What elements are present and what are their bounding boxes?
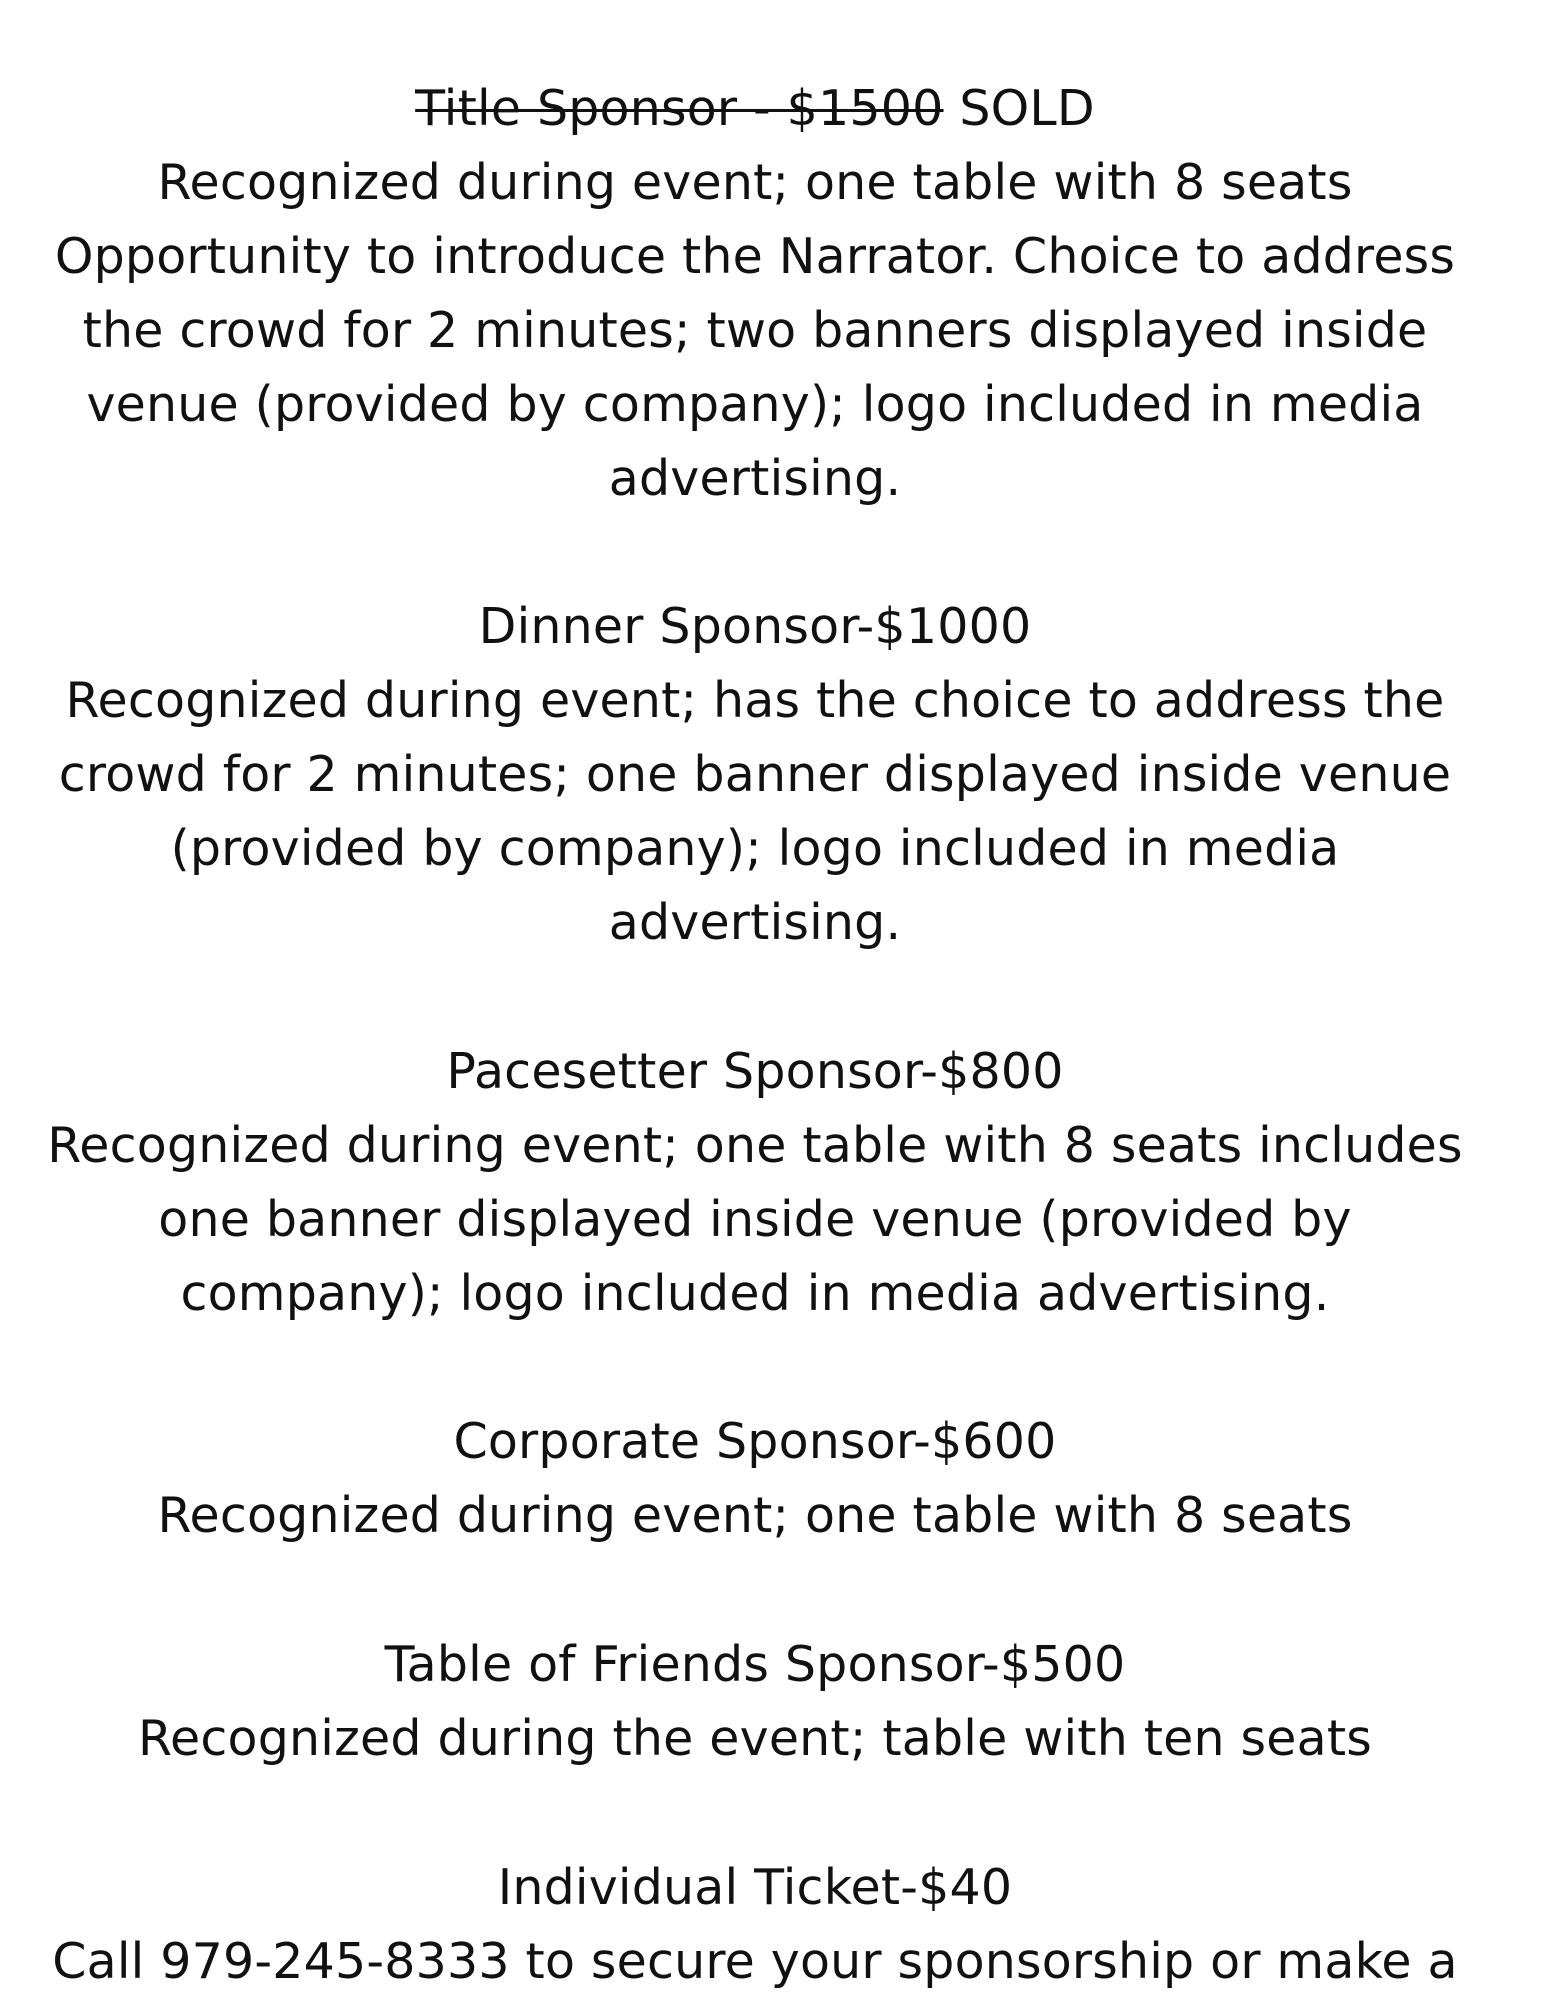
- tier-heading: Pacesetter Sponsor-$800: [446, 1043, 1064, 1100]
- tier-description-line: one banner displayed inside venue (provided by: [158, 1191, 1352, 1248]
- struck-price-heading: Title Sponsor - $1500: [415, 80, 944, 137]
- tier-table-of-friends-sponsor: [0, 1628, 1510, 1776]
- tier-description-line: Recognized during the event; table with ten seats: [138, 1710, 1372, 1767]
- tier-description-line: venue (provided by company); logo included in media: [86, 376, 1424, 433]
- tier-description-line: Recognized during event; has the choice to address the: [65, 672, 1445, 729]
- tier-heading: [0, 72, 1510, 146]
- tier-pacesetter-sponsor: [0, 1035, 1510, 1331]
- tier-description-line: company); logo included in media advertising.: [180, 1265, 1330, 1322]
- tier-dinner-sponsor: [0, 590, 1510, 960]
- sold-label: SOLD: [959, 80, 1095, 137]
- tier-individual-ticket: [0, 1851, 1510, 1999]
- tier-description-line: advertising.: [608, 450, 902, 507]
- tier-title-sponsor: [0, 72, 1510, 516]
- tier-description-line: Opportunity to introduce the Narrator. Choice to address: [54, 228, 1456, 285]
- tier-description-line: (provided by company); logo included in media: [170, 820, 1340, 877]
- tier-description-line: Recognized during event; one table with 8 seats: [157, 154, 1353, 211]
- tier-heading: Dinner Sponsor-$1000: [478, 598, 1032, 655]
- tier-heading: Individual Ticket-$40: [497, 1859, 1013, 1916]
- contact-line: Call 979-245-8333 to secure your sponsorship or make a: [52, 1933, 1458, 1990]
- tier-heading: Table of Friends Sponsor-$500: [384, 1636, 1126, 1693]
- tier-description-line: Recognized during event; one table with 8 seats includes: [47, 1117, 1463, 1174]
- tier-description-line: advertising.: [608, 894, 902, 951]
- tier-description-line: crowd for 2 minutes; one banner displayed inside venue: [58, 746, 1452, 803]
- tier-description-line: the crowd for 2 minutes; two banners displayed inside: [82, 302, 1428, 359]
- tier-corporate-sponsor: [0, 1405, 1510, 1553]
- tier-heading: Corporate Sponsor-$600: [453, 1413, 1057, 1470]
- tier-description-line: Recognized during event; one table with 8 seats: [157, 1487, 1353, 1544]
